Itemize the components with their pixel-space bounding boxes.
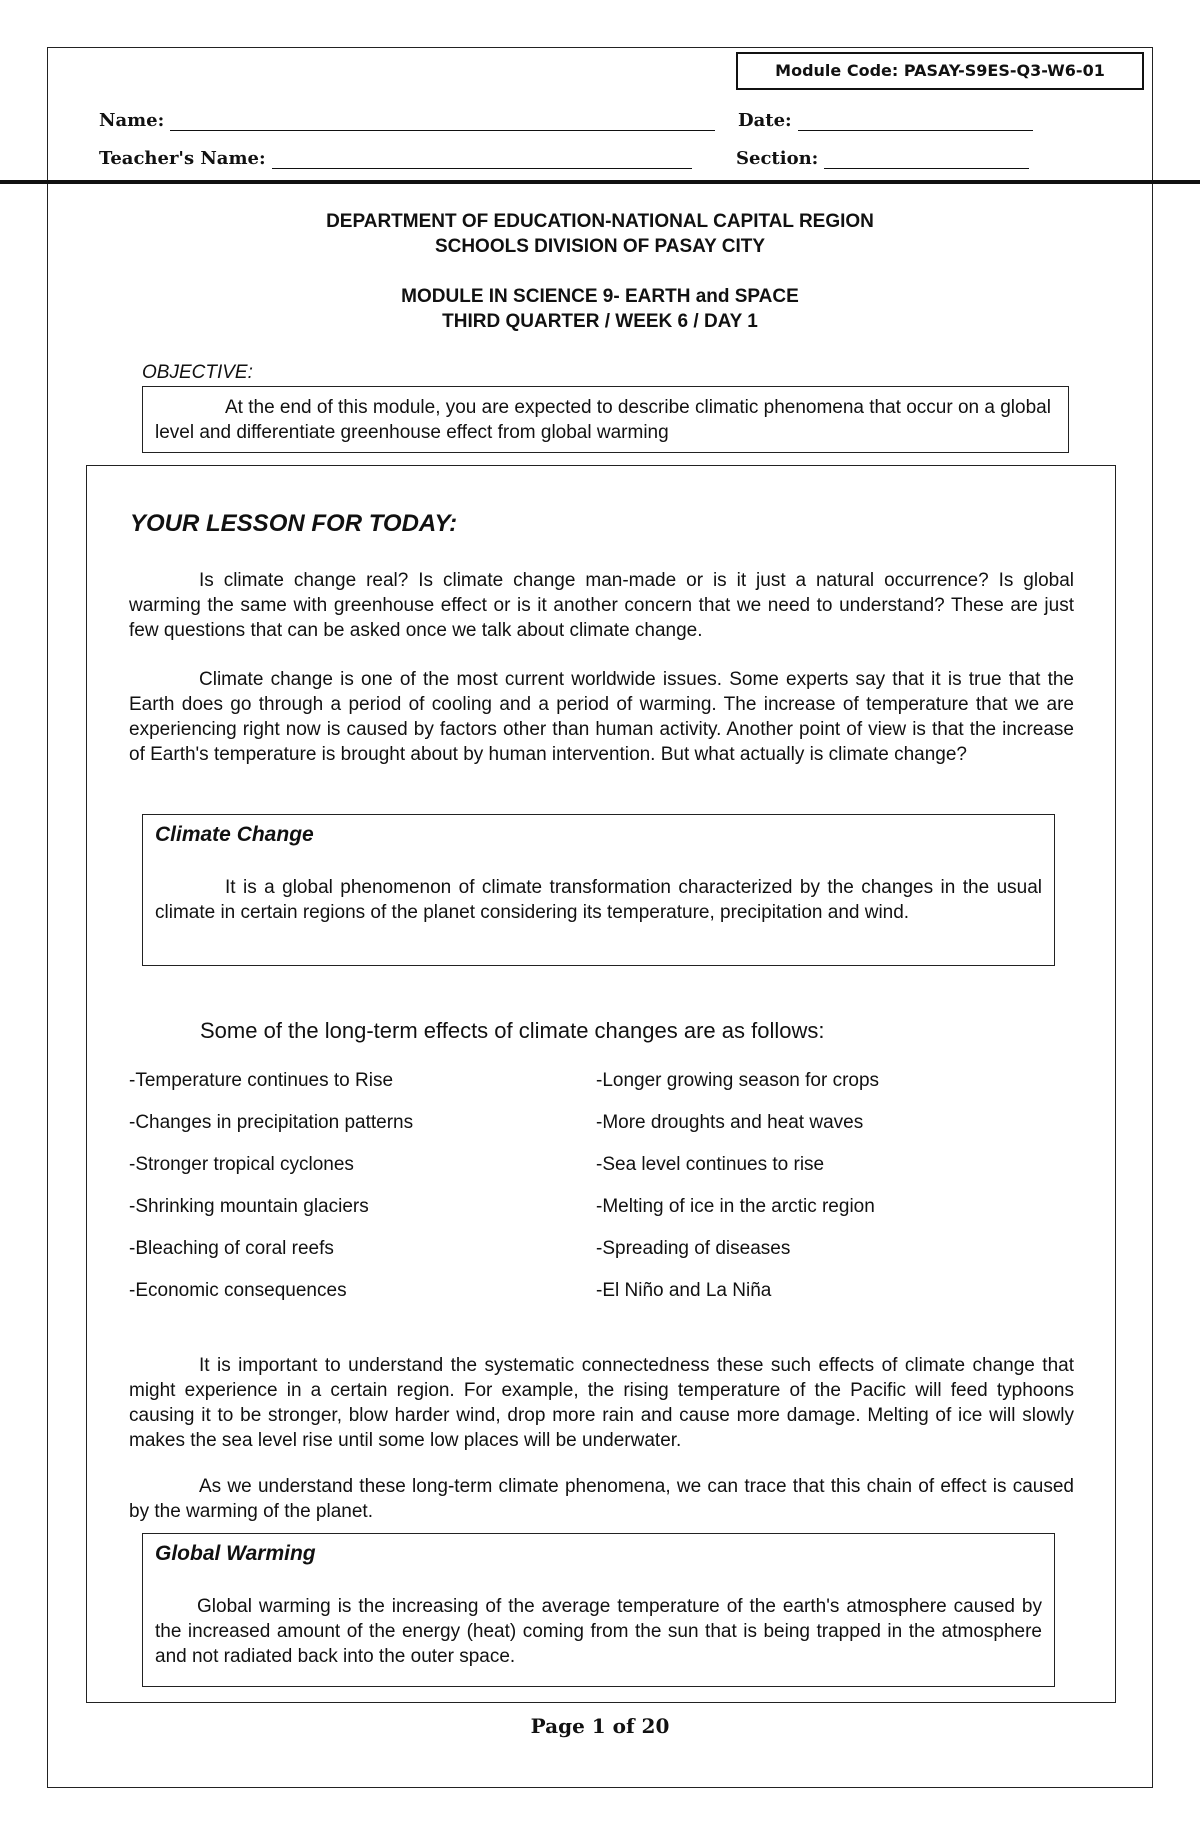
effect-item: -Shrinking mountain glaciers [129, 1196, 369, 1217]
effects-row [129, 1070, 1074, 1112]
objective-text: At the end of this module, you are expected to describe climatic phenomena that occur on a global level and differentiate greenhouse effect from global warming [155, 397, 1051, 443]
effect-item: -Changes in precipitation patterns [129, 1112, 414, 1133]
paragraph-3-text: It is important to understand the systematic connectedness these such effects of climate change that might experience in a certain region. For example, the rising temperature of the Pacific will feed typhoons causing it to be stronger, blow harder wind, drop more rain and cause more damage. Melting of ice will slowly makes the sea level rise until some low places will be underwater. [129, 1355, 1074, 1451]
effects-row [129, 1280, 1074, 1322]
paragraph-1-text: Is climate change real? Is climate change man-made or is it just a natural occurrence? Is global warming the same with greenhouse effect or is it another concern that we need to understand? These are just few questions that can be asked once we talk about climate change. [129, 570, 1074, 641]
effect-item: -Stronger tropical cyclones [129, 1154, 354, 1175]
lesson-paragraph-1 [129, 568, 1074, 643]
page-number: Page 1 of 20 [530, 1714, 670, 1738]
effect-item: -Melting of ice in the arctic region [596, 1196, 875, 1217]
effect-item: -Temperature continues to Rise [129, 1070, 394, 1091]
lesson-paragraph-4 [129, 1474, 1074, 1524]
effect-item: -Longer growing season for crops [596, 1070, 880, 1091]
effect-item: -Bleaching of coral reefs [129, 1238, 334, 1259]
name-label: Name: [99, 110, 165, 131]
division-heading: SCHOOLS DIVISION OF PASAY CITY [434, 236, 766, 257]
teacher-name-label: Teacher's Name: [99, 148, 266, 169]
objective-label: OBJECTIVE: [142, 362, 253, 383]
effects-row [129, 1238, 1074, 1280]
effect-item: -Sea level continues to rise [596, 1154, 825, 1175]
section-field [736, 148, 1029, 169]
name-input-line[interactable] [170, 112, 715, 131]
climate-change-definition-box [142, 814, 1055, 966]
quarter-heading: THIRD QUARTER / WEEK 6 / DAY 1 [442, 311, 758, 332]
climate-change-definition [155, 875, 1042, 925]
date-input-line[interactable] [798, 112, 1033, 131]
module-heading: MODULE IN SCIENCE 9- EARTH and SPACE [401, 286, 799, 307]
effect-item: -Spreading of diseases [596, 1238, 791, 1259]
objective-box [142, 386, 1069, 453]
dept-heading: DEPARTMENT OF EDUCATION-NATIONAL CAPITAL REGION [326, 211, 874, 232]
module-code-box: Module Code: PASAY-S9ES-Q3-W6-01 [736, 52, 1144, 90]
global-warming-definition-text: Global warming is the increasing of the average temperature of the earth's atmosphere caused by the increased amount of the energy (heat) coming from the sun that is being trapped in the atmosphere and not radiated back into the outer space. [155, 1596, 1042, 1667]
section-input-line[interactable] [824, 150, 1029, 169]
global-warming-definition-box [142, 1533, 1055, 1687]
paragraph-2-text: Climate change is one of the most current worldwide issues. Some experts say that it is true that the Earth does go through a period of cooling and a period of warming. The increase of temperature that we are experiencing right now is caused by factors other than human activity. Another point of view is that the increase of Earth's temperature is brought about by human intervention. But what actually is climate change? [129, 669, 1074, 765]
date-field [738, 110, 1033, 131]
effects-list [129, 1070, 1074, 1322]
effects-intro: Some of the long-term effects of climate changes are as follows: [200, 1018, 825, 1043]
effect-item: -More droughts and heat waves [596, 1112, 864, 1133]
teacher-name-input-line[interactable] [272, 150, 692, 169]
global-warming-definition [155, 1594, 1042, 1669]
effect-item: -Economic consequences [129, 1280, 347, 1301]
lesson-paragraph-3 [129, 1353, 1074, 1453]
effects-row [129, 1154, 1074, 1196]
effects-row [129, 1196, 1074, 1238]
lesson-title: YOUR LESSON FOR TODAY: [130, 510, 458, 537]
effect-item: -El Niño and La Niña [596, 1280, 772, 1301]
paragraph-4-text: As we understand these long-term climate phenomena, we can trace that this chain of effect is caused by the warming of the planet. [129, 1476, 1074, 1522]
effects-row [129, 1112, 1074, 1154]
global-warming-title: Global Warming [155, 1542, 316, 1565]
climate-change-definition-text: It is a global phenomenon of climate transformation characterized by the changes in the usual climate in certain regions of the planet considering its temperature, precipitation and wind. [155, 877, 1042, 923]
section-label: Section: [736, 148, 819, 169]
teacher-name-field [99, 148, 692, 169]
name-field [99, 110, 715, 131]
date-label: Date: [738, 110, 792, 131]
lesson-paragraph-2 [129, 667, 1074, 767]
climate-change-title: Climate Change [155, 823, 314, 846]
header-divider [0, 180, 1200, 184]
